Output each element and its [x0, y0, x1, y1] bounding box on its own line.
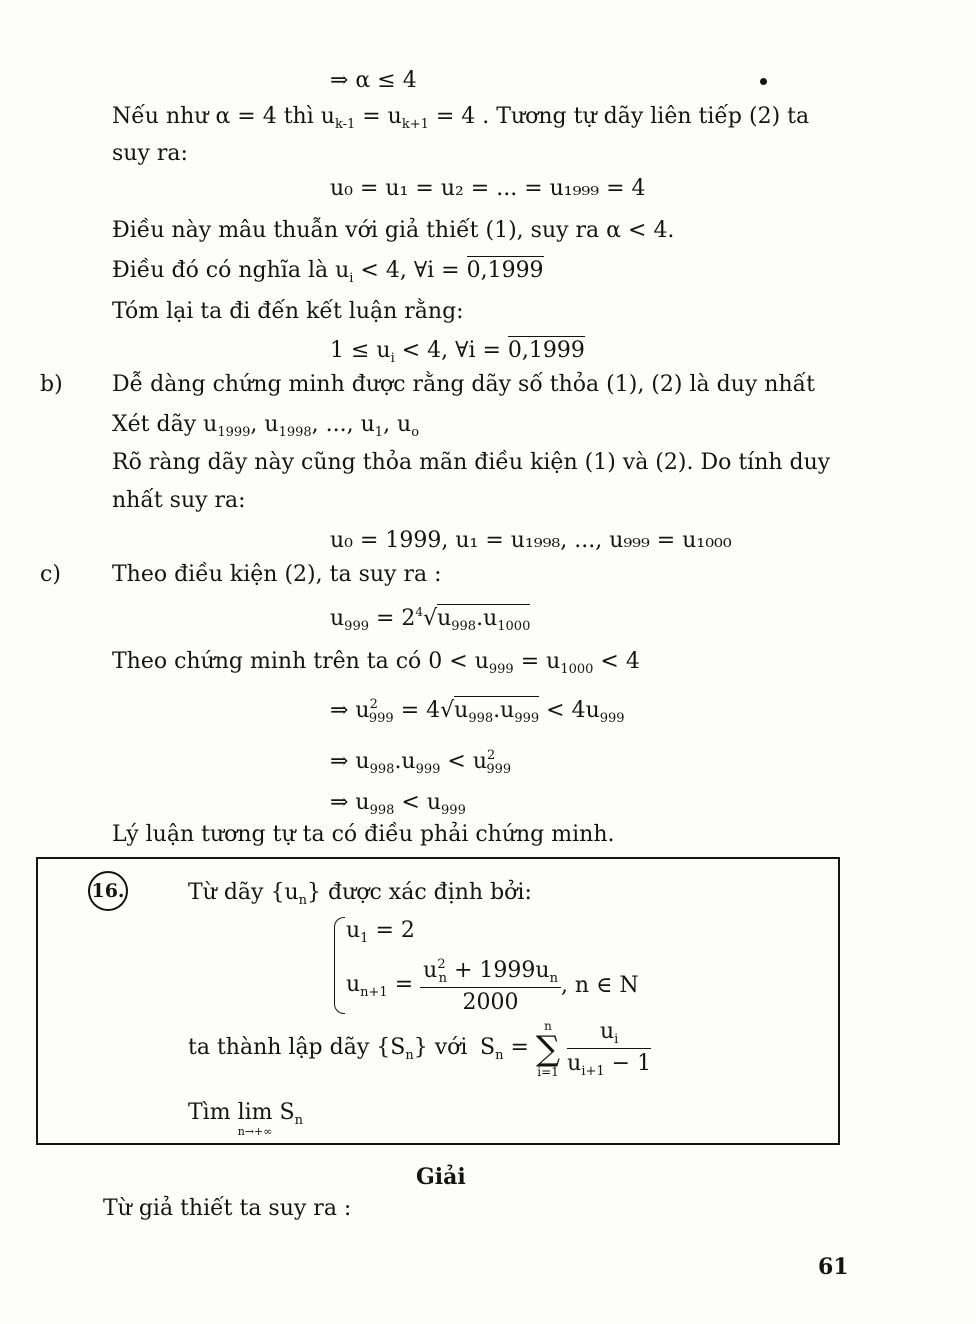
lim-subscript: n→+∞: [237, 1125, 273, 1138]
problem-number-badge: 16.: [88, 871, 128, 911]
meaning-range: 0,1999: [466, 258, 544, 283]
problem-build-text: ta thành lập dãy {S: [188, 1035, 406, 1060]
ink-dot: [760, 78, 767, 85]
part-b-line3: Rõ ràng dãy này cũng thỏa mãn điều kiện (1) và (2). Do tính duy: [112, 450, 831, 475]
reversed-sequence-formula: $u_{1999}$, $u_{1998}$, ..., $u_1$, $u_o$: [203, 412, 420, 440]
problem-intro-tail: } được xác định bởi:: [307, 880, 532, 905]
case-alpha-4-text: Nếu như α = 4 thì: [112, 104, 321, 129]
case-alpha-4-tail: . Tương tự dãy liên tiếp (2) ta: [475, 104, 810, 129]
case-alpha-4-line: [112, 106, 809, 131]
system-brace: [334, 917, 345, 1014]
part-b-result-formula: u₀ = 1999, u₁ = u₁₉₉₈, ..., u₉₉₉ = u₁₀₀₀: [330, 528, 732, 553]
part-b-line2: [112, 414, 419, 439]
sum-fraction: $\frac{u_i}{u_{i+1} - 1}$: [567, 1018, 652, 1079]
conclusion-range: 0,1999: [507, 338, 585, 363]
problem-build-tail: } với: [413, 1035, 468, 1060]
summary-line: Tóm lại ta đi đến kết luận rằng:: [112, 299, 464, 324]
problem-find-text: Tìm: [188, 1100, 238, 1125]
product-inequality-formula: ⇒ $u_{998}.u_{999} < u^2_{999}$: [330, 748, 512, 777]
part-c-label: c): [40, 562, 61, 587]
contradiction-line: Điều này mâu thuẫn với giả thiết (1), suy ra α < 4.: [112, 218, 675, 243]
conclusion-formula: $1 \le u_i < 4$, ∀i = 0,1999: [330, 338, 585, 366]
meaning-formula: $u_i < 4$, ∀i = 0,1999: [335, 258, 544, 286]
part-b-label: b): [40, 372, 63, 397]
n-in-N: , n ∈ N: [560, 973, 639, 998]
problem-intro-text: Từ dãy {u: [188, 880, 299, 905]
part-b-line1: Dễ dàng chứng minh được rằng dãy số thỏa (1), (2) là duy nhất: [112, 372, 815, 397]
sum-formula: $S_n$ = n ∑ i=1 $\frac{u_i}{u_{i+1} - 1}$: [480, 1018, 652, 1079]
part-b-line4: nhất suy ra:: [112, 488, 246, 513]
u1-definition: $u_1 = 2$: [346, 918, 415, 946]
part-c-line1: Theo điều kiện (2), ta suy ra :: [112, 562, 442, 587]
recurrence-fraction: $\frac{u^2_n + 1999u_n}{2000}$: [420, 958, 561, 1014]
problem-build-line: ta thành lập dãy $\{S_n\}$ với: [188, 1035, 468, 1063]
part-c-line2: [112, 651, 640, 676]
fourth-root-formula: $u_{999} = 2^4√u_{998}.u_{1000}$: [330, 605, 531, 634]
part-b-line2-text: Xét dãy: [112, 412, 204, 437]
page-number: 61: [818, 1254, 849, 1280]
problem-intro-line: Từ dãy $\{u_n\}$ được xác định bởi:: [188, 880, 532, 908]
suy-ra-line: suy ra:: [112, 141, 188, 166]
monotone-formula: ⇒ $u_{998} < u_{999}$: [330, 790, 466, 818]
final-line: Lý luận tương tự ta có điều phải chứng minh.: [112, 822, 615, 847]
square-inequality-formula: ⇒ $u^2_{999} = 4√u_{998}.u_{999} < 4u_{999}$: [330, 697, 625, 726]
solution-start-line: Từ giả thiết ta suy ra :: [103, 1196, 352, 1221]
case-alpha-4-formula: $u_{k-1} = u_{k+1} = 4$: [320, 104, 476, 132]
u1-value: = 2: [375, 918, 415, 943]
recurrence-denominator: 2000: [462, 990, 519, 1015]
alpha-inequality: ⇒ α ≤ 4: [330, 68, 417, 93]
problem-find-line: Tìm lim n→+∞ $S_n$: [188, 1100, 303, 1138]
recurrence-formula: $u_{n+1}$ = $\frac{u^2_n + 1999u_n}{2000}$ , n ∈ N: [346, 957, 639, 1015]
u-chain-formula: u₀ = u₁ = u₂ = ... = u₁₉₉₉ = 4: [330, 176, 646, 201]
lim-word: lim: [237, 1100, 273, 1125]
solution-title: Giải: [416, 1164, 466, 1190]
meaning-text: Điều đó có nghĩa là: [112, 258, 336, 283]
bound-formula: $0 < u_{999} = u_{1000} < 4$: [428, 649, 640, 677]
meaning-line: [112, 260, 544, 285]
part-c-line2-text: Theo chứng minh trên ta có: [112, 649, 429, 674]
